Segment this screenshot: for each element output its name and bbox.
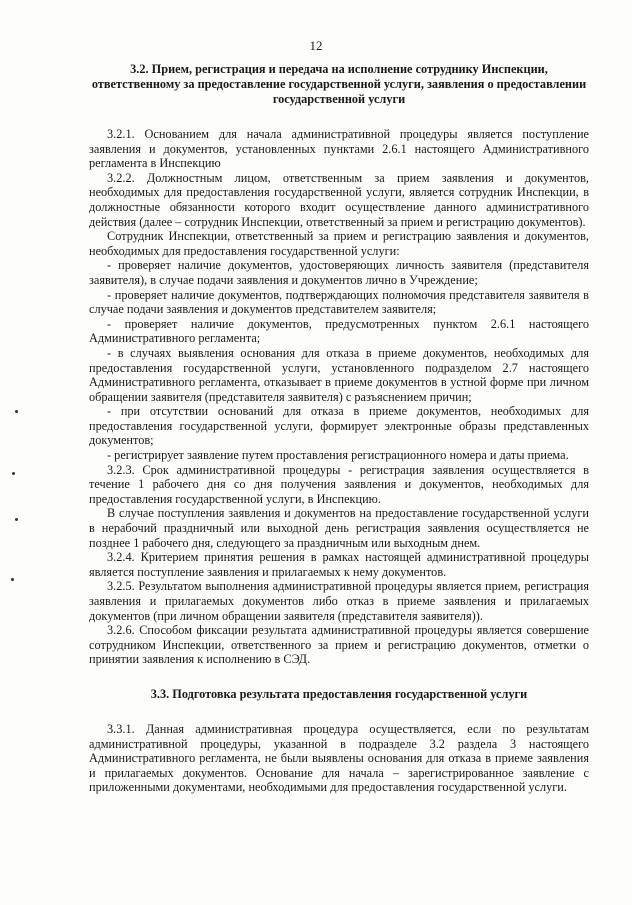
paragraph-3-2-6: 3.2.6. Способом фиксации результата административной процедуры является совершение сотрудником Инспекции, ответственного за прием и регистрацию документов, отметки о принятии заявления к исполнению в СЭД. — [89, 623, 589, 667]
list-item: - проверяет наличие документов, подтверждающих полномочия представителя заявителя в случае подачи заявления и документов представителем заявителя; — [89, 287, 589, 317]
paragraph-holiday-registration: В случае поступления заявления и документов на предоставление государственной услуги в нерабочий праздничный или выходной день регистрация заявления осуществляется не позднее 1 рабочего дня, следующего за праздничным или выходным днем. — [89, 506, 589, 550]
paragraph-3-2-1: 3.2.1. Основанием для начала административной процедуры является поступление заявления и документов, установленных пунктами 2.6.1 настоящего Административного регламента в Инспекцию — [89, 127, 589, 171]
page-number: 12 — [309, 38, 323, 53]
scan-speck — [12, 472, 15, 475]
paragraph-3-3-1: 3.3.1. Данная административная процедура осуществляется, если по результатам административной процедуры, указанной в подразделе 3.2 раздела 3 настоящего Административного регламента, не были выявлены основания для отказа в приеме заявления и прилагаемых документов. Основание для начала – зарегистрированное заявление с приложенными документами, необходимыми для предоставления государственной услуги. — [89, 721, 589, 795]
list-item: - в случаях выявления основания для отказа в приеме документов, необходимых для предоставления государственной услуги, установленного подразделом 2.7 настоящего Административного регламента, отказывает в приеме документов в устной форме при личном обращении заявителя (представителя заявителя) с разъяснением причин; — [89, 345, 589, 404]
list-item: - при отсутствии оснований для отказа в приеме документов, необходимых для предоставления государственной услуги, формирует электронные образы представленных документов; — [89, 404, 589, 448]
paragraph-3-2-2: 3.2.2. Должностным лицом, ответственным за прием заявления и документов, необходимых для предоставления государственной услуги, является сотрудник Инспекции, в должностные обязанности которого входит осуществление данного административного действия (далее – сотрудник Инспекции, ответственный за прием и регистрацию документов). — [89, 170, 589, 229]
section-3-3-heading: 3.3. Подготовка результата предоставления государственной услуги — [150, 686, 528, 701]
document-body — [89, 62, 589, 795]
list-item: - проверяет наличие документов, предусмотренных пунктом 2.6.1 настоящего Административного регламента; — [89, 316, 589, 346]
paragraph-3-2-4: 3.2.4. Критерием принятия решения в рамках настоящей административной процедуры является поступление заявления и прилагаемых к нему документов. — [89, 550, 589, 579]
paragraph-3-2-3: 3.2.3. Срок административной процедуры - регистрация заявления осуществляется в течение 1 рабочего дня со дня получения заявления и документов, необходимых для предоставления государственной услуги, в Инспекцию. — [89, 462, 589, 506]
scan-speck — [15, 410, 18, 413]
paragraph-employee-duties: Сотрудник Инспекции, ответственный за прием и регистрацию заявления и документов, необходимых для предоставления государственной услуги: — [89, 229, 589, 258]
list-item: - регистрирует заявление путем проставления регистрационного номера и даты приема. — [107, 448, 569, 463]
section-3-2-heading: 3.2. Прием, регистрация и передача на исполнение сотруднику Инспекции, ответственному за предоставление государственной услуги, заявления о предоставлении государственной услуги — [91, 62, 587, 106]
scan-speck — [11, 578, 14, 581]
scan-speck — [15, 518, 18, 521]
paragraph-3-2-5: 3.2.5. Результатом выполнения административной процедуры является прием, регистрация заявления и прилагаемых документов либо отказ в приеме заявления и прилагаемых документов (при личном обращении заявителя (представителя заявителя)). — [89, 579, 589, 623]
list-item: - проверяет наличие документов, удостоверяющих личность заявителя (представителя заявителя), в случае подачи заявления и документов лично в Учреждение; — [89, 258, 589, 287]
